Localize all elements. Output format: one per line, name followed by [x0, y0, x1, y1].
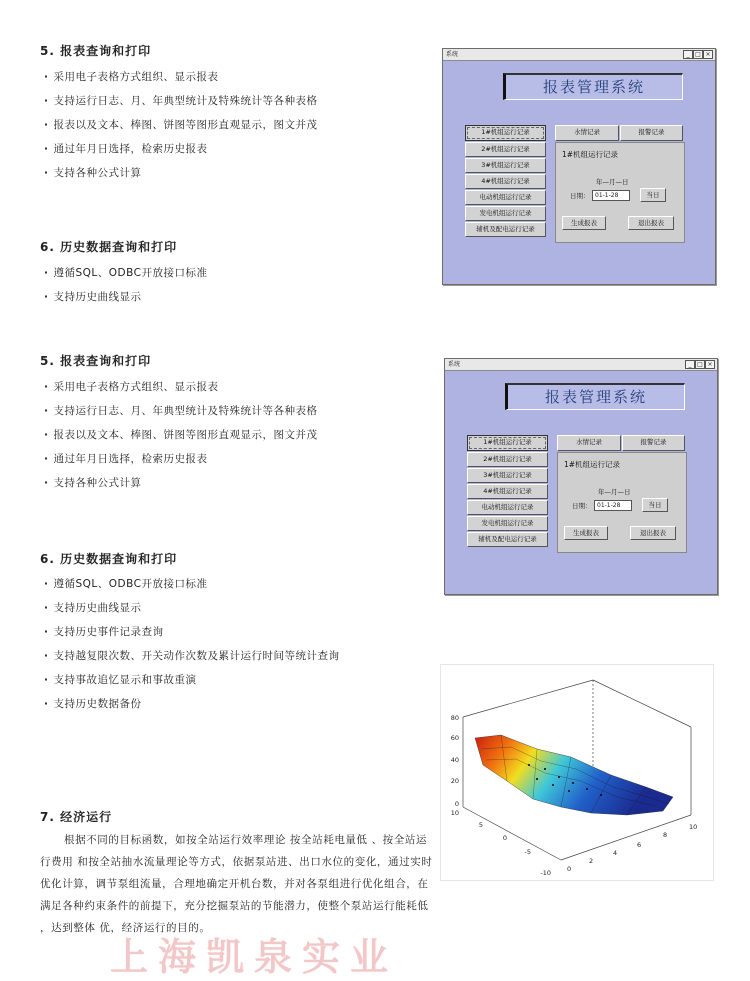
minimize-icon[interactable]: _	[685, 360, 695, 369]
y-tick-label: 10	[689, 823, 698, 831]
record-label: 1#机组运行记录	[564, 460, 621, 469]
bullet-item: · 遵循SQL、ODBC开放接口标准	[44, 576, 207, 591]
y-tick-label: 6	[637, 841, 642, 849]
section-5-title: 5. 报表查询和打印	[40, 354, 152, 368]
section-5-title: 5. 报表查询和打印	[40, 44, 152, 58]
exit-report-button[interactable]: 退出报表	[630, 526, 676, 540]
section-6-title: 6. 历史数据查询和打印	[40, 552, 178, 566]
window-client-area	[445, 371, 717, 594]
bullet-item: · 通过年月日选择，检索历史报表	[44, 141, 208, 156]
section-7-title: 7. 经济运行	[40, 810, 113, 824]
x-tick-label: -10	[540, 869, 551, 877]
tab-water-record[interactable]: 水情记录	[555, 125, 619, 141]
bullet-item: · 遵循SQL、ODBC开放接口标准	[44, 265, 207, 280]
section-6-title: 6. 历史数据查询和打印	[40, 240, 178, 254]
date-label: 日期：	[572, 502, 592, 510]
generator-record-button[interactable]: 发电机组运行记录	[465, 206, 546, 221]
maximize-icon[interactable]: □	[693, 50, 703, 59]
close-icon[interactable]: ×	[703, 50, 713, 59]
date-input[interactable]: 01-1-28	[592, 190, 630, 201]
today-button[interactable]: 当日	[640, 188, 666, 202]
unit1-record-button[interactable]: 1#机组运行记录	[465, 125, 546, 141]
today-button[interactable]: 当日	[642, 498, 668, 512]
z-tick-label: 20	[450, 777, 459, 785]
z-tick-label: 60	[450, 734, 459, 742]
bullet-item: · 支持运行日志、月、年典型统计及特殊统计等各种表格	[44, 93, 318, 108]
window-client-area	[443, 61, 715, 284]
window-title: 系统	[448, 361, 461, 368]
system-banner: 报表管理系统	[503, 73, 683, 100]
exit-report-button[interactable]: 退出报表	[628, 216, 674, 230]
bullet-item: · 支持越复限次数、开关动作次数及累计运行时间等统计查询	[44, 648, 340, 663]
y-tick-label: 4	[613, 849, 618, 857]
date-label: 日期：	[570, 192, 590, 200]
tab-alarm-record[interactable]: 报警记录	[622, 435, 685, 451]
window-title-bar	[443, 49, 715, 61]
bullet-item: · 报表以及文本、棒图、饼图等图形直观显示，图文并茂	[44, 427, 318, 442]
unit4-record-button[interactable]: 4#机组运行记录	[467, 484, 548, 499]
bullet-item: · 采用电子表格方式组织、显示报表	[44, 379, 219, 394]
generator-record-button[interactable]: 发电机组运行记录	[467, 516, 548, 531]
report-panel	[555, 142, 685, 243]
motor-record-button[interactable]: 电动机组运行记录	[467, 500, 548, 515]
system-banner: 报表管理系统	[505, 383, 685, 410]
motor-record-button[interactable]: 电动机组运行记录	[465, 190, 546, 205]
minimize-icon[interactable]: _	[683, 50, 693, 59]
unit2-record-button[interactable]: 2#机组运行记录	[465, 142, 546, 157]
bullet-item: · 支持历史数据备份	[44, 696, 142, 711]
surface-plot-svg	[441, 665, 713, 880]
window-title-bar	[445, 359, 717, 371]
bullet-item: · 支持历史曲线显示	[44, 600, 142, 615]
bullet-item: · 支持历史曲线显示	[44, 289, 142, 304]
tab-alarm-record[interactable]: 报警记录	[620, 125, 683, 141]
generate-report-button[interactable]: 生成报表	[562, 216, 606, 230]
unit2-record-button[interactable]: 2#机组运行记录	[467, 452, 548, 467]
auxiliary-record-button[interactable]: 辅机及配电运行记录	[465, 222, 546, 237]
generate-report-button[interactable]: 生成报表	[564, 526, 608, 540]
date-input[interactable]: 01-1-28	[594, 500, 632, 511]
unit3-record-button[interactable]: 3#机组运行记录	[465, 158, 546, 173]
ymd-label: 年—月—日	[596, 178, 629, 186]
report-system-window	[444, 358, 718, 595]
maximize-icon[interactable]: □	[695, 360, 705, 369]
bullet-item: · 支持各种公式计算	[44, 165, 142, 180]
bullet-item: · 采用电子表格方式组织、显示报表	[44, 69, 219, 84]
y-tick-label: 0	[567, 865, 572, 873]
y-tick-label: 2	[589, 857, 594, 865]
tab-water-record[interactable]: 水情记录	[557, 435, 621, 451]
company-watermark: 上海凯泉实业	[110, 935, 399, 979]
x-tick-label: 5	[478, 821, 483, 829]
z-tick-label: 0	[454, 800, 459, 808]
close-icon[interactable]: ×	[705, 360, 715, 369]
z-tick-label: 80	[450, 714, 459, 722]
x-tick-label: -5	[524, 848, 531, 856]
bullet-item: · 通过年月日选择，检索历史报表	[44, 451, 208, 466]
surface-mesh	[475, 735, 673, 815]
z-tick-label: 40	[450, 756, 459, 764]
unit4-record-button[interactable]: 4#机组运行记录	[465, 174, 546, 189]
window-title: 系统	[446, 51, 459, 58]
y-tick-label: 8	[663, 831, 668, 839]
x-tick-label: 10	[450, 809, 459, 817]
bullet-item: · 支持各种公式计算	[44, 475, 142, 490]
ymd-label: 年—月—日	[598, 488, 631, 496]
bullet-item: · 支持运行日志、月、年典型统计及特殊统计等各种表格	[44, 403, 318, 418]
report-panel	[557, 452, 687, 553]
unit1-record-button[interactable]: 1#机组运行记录	[467, 435, 548, 451]
bullet-item: · 支持历史事件记录查询	[44, 624, 164, 639]
bullet-item: · 支持事故追忆显示和事故重演	[44, 672, 197, 687]
surface-plot	[440, 664, 714, 881]
economic-operation-paragraph: 根据不同的目标函数，如按全站运行效率理论 按全站耗电量低 、按全站运行费用 和按全站抽水流量理论等方式，依据泵站进、出口水位的变化，通过实时优化计算，调节泵组流量，合理地确定开机台数，并对各泵组进行优化组合，在满足各种约束条件的前提下，充分挖掘泵站的节能潜力，使整个泵站运行能耗低 ，达到整体 优，经济运行的目的。	[40, 834, 433, 934]
unit3-record-button[interactable]: 3#机组运行记录	[467, 468, 548, 483]
auxiliary-record-button[interactable]: 辅机及配电运行记录	[467, 532, 548, 547]
report-system-window	[442, 48, 716, 285]
x-tick-label: 0	[502, 834, 507, 842]
bullet-item: · 报表以及文本、棒图、饼图等图形直观显示，图文并茂	[44, 117, 318, 132]
record-label: 1#机组运行记录	[562, 150, 619, 159]
